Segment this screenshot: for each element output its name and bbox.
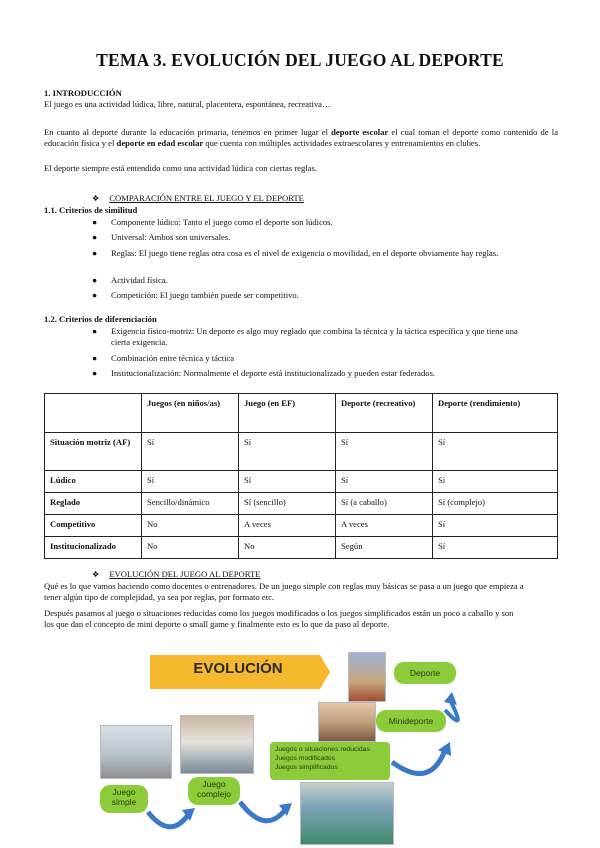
difference-heading: 1.2. Criterios de diferenciación xyxy=(44,314,157,324)
table-row xyxy=(45,537,558,559)
table-cell: A veces xyxy=(336,515,433,537)
table-cell: Sí xyxy=(142,471,239,493)
table-header-row xyxy=(45,394,558,433)
table-cell: Sí xyxy=(142,433,239,471)
comparison-table xyxy=(44,393,558,559)
list-item xyxy=(92,290,562,301)
list-item xyxy=(92,326,562,348)
evolution-paragraph-2: Después pasamos al juego o situaciones reducidas como los juegos modificados o los juegos simplificados están un poco a caballo y son los que dan el concepto de mini deporte o small game y finalmente esto es lo que da paso al deporte. xyxy=(44,608,514,629)
label-juego-simple: Juego simple xyxy=(100,785,148,813)
table-header-cell xyxy=(45,394,142,433)
list-item-text: Competición: El juego también puede ser competitivo. xyxy=(111,290,299,300)
banner-title: EVOLUCIÓN xyxy=(193,660,283,677)
table-cell: Sí xyxy=(239,471,336,493)
intro-text: En cuanto al deporte durante la educación primaria, tenemos en primer lugar el xyxy=(44,127,332,137)
table-row-header: Reglado xyxy=(45,493,142,515)
table-cell: Sí xyxy=(433,515,558,537)
evolution-diagram xyxy=(100,650,500,845)
label-juegos-reducidos xyxy=(270,742,390,780)
comparison-heading-row xyxy=(92,193,542,204)
table-row xyxy=(45,471,558,493)
bullet-icon: ● xyxy=(92,290,98,300)
table-cell: Según xyxy=(336,537,433,559)
list-item-text: Exigencia físico-motriz: Un deporte es algo muy reglado que combina la técnica y la táctica específica y que tiene una cierta exigencia. xyxy=(111,326,518,347)
label-juego-complejo: Juego complejo xyxy=(188,777,240,805)
bullet-icon: ● xyxy=(92,232,98,242)
list-item xyxy=(92,248,562,270)
diamond-bullet-icon: ❖ xyxy=(92,194,100,203)
list-item xyxy=(92,232,562,243)
table-cell: Sí xyxy=(433,433,558,471)
table-row-header: Situación motriz (AF) xyxy=(45,433,142,471)
list-item-text: Universal: Ambos son universales. xyxy=(111,232,231,242)
table-header-cell: Juegos (en niños/as) xyxy=(142,394,239,433)
photo-kids-game xyxy=(180,715,254,774)
table-cell: Sí (sencillo) xyxy=(239,493,336,515)
list-item xyxy=(92,275,562,286)
reducidos-line: Juegos simplificados xyxy=(275,764,338,771)
table-header-cell: Juego (en EF) xyxy=(239,394,336,433)
bullet-icon: ● xyxy=(92,275,98,285)
intro-line-3: El deporte siempre está entendido como una actividad lúdica con ciertas reglas. xyxy=(44,163,317,173)
document-title: TEMA 3. EVOLUCIÓN DEL JUEGO AL DEPORTE xyxy=(96,50,504,70)
table-row xyxy=(45,515,558,537)
table-cell: No xyxy=(239,537,336,559)
table-row-header: Lúdico xyxy=(45,471,142,493)
table-header-cell: Deporte (recreativo) xyxy=(336,394,433,433)
list-item xyxy=(92,353,562,364)
bullet-icon: ● xyxy=(92,353,98,363)
photo-kids-playing xyxy=(100,725,172,779)
photo-athlete xyxy=(348,652,386,702)
table-cell: Sí xyxy=(336,471,433,493)
list-item-text: Institucionalización: Normalmente el deporte está institucionalizado y pueden estar federados. xyxy=(111,368,436,378)
evolution-heading-row xyxy=(92,569,542,580)
table-row-header: Institucionalizado xyxy=(45,537,142,559)
table-header-cell: Deporte (rendimiento) xyxy=(433,394,558,433)
table-cell: A veces xyxy=(239,515,336,537)
table-cell: Sí (complejo) xyxy=(433,493,558,515)
table-cell: Sí (a caballo) xyxy=(336,493,433,515)
photo-courtyard xyxy=(318,702,376,742)
table-row xyxy=(45,433,558,471)
table-cell: Sí xyxy=(433,471,558,493)
intro-bold-deporte-edad-escolar: deporte en edad escolar xyxy=(116,138,204,148)
intro-text: que cuenta con múltiples actividades extraescolares y entrenamientos en clubes. xyxy=(203,138,481,148)
comparison-heading: COMPARACIÓN ENTRE EL JUEGO Y EL DEPORTE xyxy=(109,193,304,203)
label-deporte: Deporte xyxy=(394,662,456,684)
table-cell: Sí xyxy=(336,433,433,471)
intro-heading: 1. INTRODUCCIÓN xyxy=(44,88,122,98)
table-cell: Sí xyxy=(239,433,336,471)
list-item-text: Combinación entre técnica y táctica xyxy=(111,353,235,363)
table-row-header: Competitivo xyxy=(45,515,142,537)
diamond-bullet-icon: ❖ xyxy=(92,570,100,579)
intro-paragraph-2 xyxy=(44,127,558,149)
label-minideporte: Minideporte xyxy=(376,710,446,732)
table-row xyxy=(45,493,558,515)
list-item-text: Actividad física. xyxy=(111,275,168,285)
reducidos-line: Juegos modificados xyxy=(275,755,336,762)
table-cell: Sí xyxy=(433,537,558,559)
reducidos-line: Juegos o situaciones reducidas xyxy=(275,746,370,753)
intro-line-1: El juego es una actividad lúdica, libre, natural, placentera, espontánea, recreativa… xyxy=(44,99,331,109)
evolution-heading: EVOLUCIÓN DEL JUEGO AL DEPORTE xyxy=(109,569,261,579)
table-cell: Sencillo/dinámico xyxy=(142,493,239,515)
table-cell: No xyxy=(142,515,239,537)
intro-text: el cual toman el deporte como contenido de la educación física y el xyxy=(44,127,559,148)
photo-sports-hall xyxy=(300,782,394,845)
bullet-icon: ● xyxy=(92,248,98,258)
intro-bold-deporte-escolar: deporte escolar xyxy=(331,127,389,137)
curve-arrow-icon xyxy=(240,802,285,821)
bullet-icon: ● xyxy=(92,326,98,336)
bullet-icon: ● xyxy=(92,217,98,227)
evolution-paragraph-1: Qué es lo que vamos haciendo como docentes o entrenadores. De un juego simple con reglas muy básicas se pasa a un juego que empieza a tener algún tipo de complejidad, ya sea por reglas, por formato etc. xyxy=(44,581,524,602)
curve-arrow-head xyxy=(444,692,457,705)
similarity-heading: 1.1. Criterios de similitud xyxy=(44,205,138,215)
list-item xyxy=(92,368,562,379)
curve-arrow-icon xyxy=(148,812,188,827)
list-item xyxy=(92,217,562,228)
curve-arrow-icon xyxy=(392,750,445,774)
table-cell: No xyxy=(142,537,239,559)
list-item-text: Reglas: El juego tiene reglas otra cosa es el nivel de exigencia o movilidad, en el deporte obviamente hay reglas. xyxy=(111,248,499,258)
list-item-text: Componente lúdico: Tanto el juego como el deporte son lúdicos. xyxy=(111,217,333,227)
bullet-icon: ● xyxy=(92,368,98,378)
